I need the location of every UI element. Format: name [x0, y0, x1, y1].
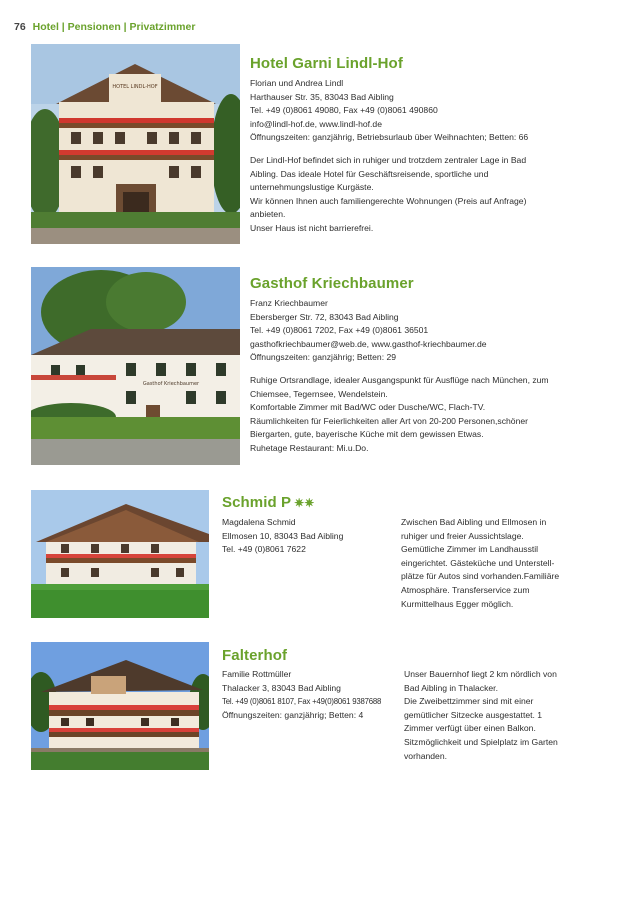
contact-name: Familie Rottmüller: [222, 669, 292, 679]
contact-web: info@lindl-hof.de, www.lindl-hof.de: [250, 118, 382, 129]
entry-title: Hotel Garni Lindl-Hof: [250, 55, 403, 72]
contact-web: gasthofkriechbaumer@web.de, www.gasthof-kriechbaumer.de: [250, 338, 487, 349]
description-line: Sitzmöglichkeit und Spielplatz im Garten: [404, 736, 558, 747]
description-line: Die Zweibettzimmer sind mit einer: [404, 696, 534, 707]
entry-contact: [222, 516, 343, 557]
description-line: Zimmer verfügt über einen Balkon.: [404, 723, 536, 734]
description-line: Unser Bauernhof liegt 2 km nördlich von: [404, 669, 557, 679]
page-header: [14, 21, 195, 33]
contact-address: Harthauser Str. 35, 83043 Bad Aibling: [250, 91, 394, 102]
photo-schmid: [31, 490, 209, 618]
photo-falterhof: [31, 642, 209, 770]
description-line: vorhanden.: [404, 750, 448, 761]
photo-sign: Gasthof Kriechbaumer: [142, 381, 200, 387]
entry-contact: [250, 77, 528, 236]
description-line: Biergarten, gute, bayerische Küche mit dem gewissen Etwas.: [250, 429, 484, 440]
entry-contact: [222, 668, 381, 722]
contact-hours: Öffnungszeiten: ganzjährig; Betten: 4: [222, 709, 364, 720]
entry-description: [401, 516, 559, 611]
entry-description: [404, 668, 558, 763]
description-line: gemütlicher Sitzecke ausgestattet. 1: [404, 709, 543, 720]
entry-contact: [250, 297, 549, 456]
photo-hotel-lindl-hof: [31, 44, 240, 244]
photo-gasthof-kriechbaumer: [31, 267, 240, 465]
description-line: eingerichtet. Gästeküche und Unterstell-: [401, 557, 555, 568]
contact-phone: Tel. +49 (0)8061 8107, Fax +49(0)8061 9387688: [222, 697, 382, 707]
entry-title-text: Schmid P: [222, 494, 292, 511]
description-line: Gemütliche Zimmer im Landhausstil: [401, 544, 539, 555]
description-line: Bad Aibling in Thalacker.: [404, 682, 498, 693]
description-line: Chiemsee, Tegernsee, Wendelstein.: [250, 388, 388, 399]
description-line: anbieten.: [250, 209, 286, 220]
contact-name: Florian und Andrea Lindl: [250, 78, 344, 88]
page-number: 76: [14, 21, 26, 33]
description-line: Ruhetage Restaurant: Mi.u.Do.: [250, 442, 369, 453]
entry-title: Falterhof: [222, 647, 288, 664]
section-title: Hotel | Pensionen | Privatzimmer: [32, 21, 196, 33]
entry-title: Gasthof Kriechbaumer: [250, 275, 414, 292]
contact-address: Thalacker 3, 83043 Bad Aibling: [222, 682, 341, 693]
description-line: Der Lindl-Hof befindet sich in ruhiger und trotzdem zentraler Lage in Bad: [250, 154, 527, 165]
description-line: plätze für Autos sind vorhanden.Familiäre: [401, 571, 560, 582]
contact-phone: Tel. +49 (0)8061 7202, Fax +49 (0)8061 36501: [250, 325, 429, 336]
description-line: Komfortable Zimmer mit Bad/WC oder Dusche/WC, Flach-TV.: [250, 402, 486, 413]
contact-hours: Öffnungszeiten: ganzjährig; Betten: 29: [250, 352, 397, 363]
description-line: unternehmungslustige Kurgäste.: [250, 182, 374, 193]
contact-name: Magdalena Schmid: [222, 517, 296, 527]
description-line: ruhiger und freier Aussichtslage.: [401, 530, 524, 541]
contact-address: Ebersberger Str. 72, 83043 Bad Aibling: [250, 311, 399, 322]
photo-sign: HOTEL LINDL-HOF: [112, 84, 158, 90]
contact-phone: Tel. +49 (0)8061 7622: [222, 544, 306, 555]
description-line: Unser Haus ist nicht barrierefrei.: [250, 222, 374, 233]
contact-name: Franz Kriechbaumer: [250, 298, 328, 308]
description-line: Wir können Ihnen auch familiengerechte Wohnungen (Preis auf Anfrage): [250, 195, 527, 206]
description-line: Kurmittelhaus Egger möglich.: [401, 598, 514, 609]
description-line: Atmosphäre. Transferservice zum: [401, 584, 530, 595]
contact-address: Ellmosen 10, 83043 Bad Aibling: [222, 530, 344, 541]
description-line: Zwischen Bad Aibling und Ellmosen in: [401, 517, 547, 527]
contact-phone: Tel. +49 (0)8061 49080, Fax +49 (0)8061 490860: [250, 105, 438, 116]
entry-title: [222, 494, 314, 511]
rating-stars-icon: ✷✷: [294, 496, 315, 510]
contact-hours: Öffnungszeiten: ganzjährig, Betriebsurlaub über Weihnachten; Betten: 66: [250, 132, 529, 143]
description-line: Räumlichkeiten für Feierlichkeiten aller Art von 20-200 Personen,schöner: [250, 415, 529, 426]
description-line: Aibling. Das ideale Hotel für Geschäftsreisende, sportliche und: [250, 168, 489, 179]
description-line: Ruhige Ortsrandlage, idealer Ausgangspunkt für Ausflüge nach München, zum: [250, 374, 549, 385]
